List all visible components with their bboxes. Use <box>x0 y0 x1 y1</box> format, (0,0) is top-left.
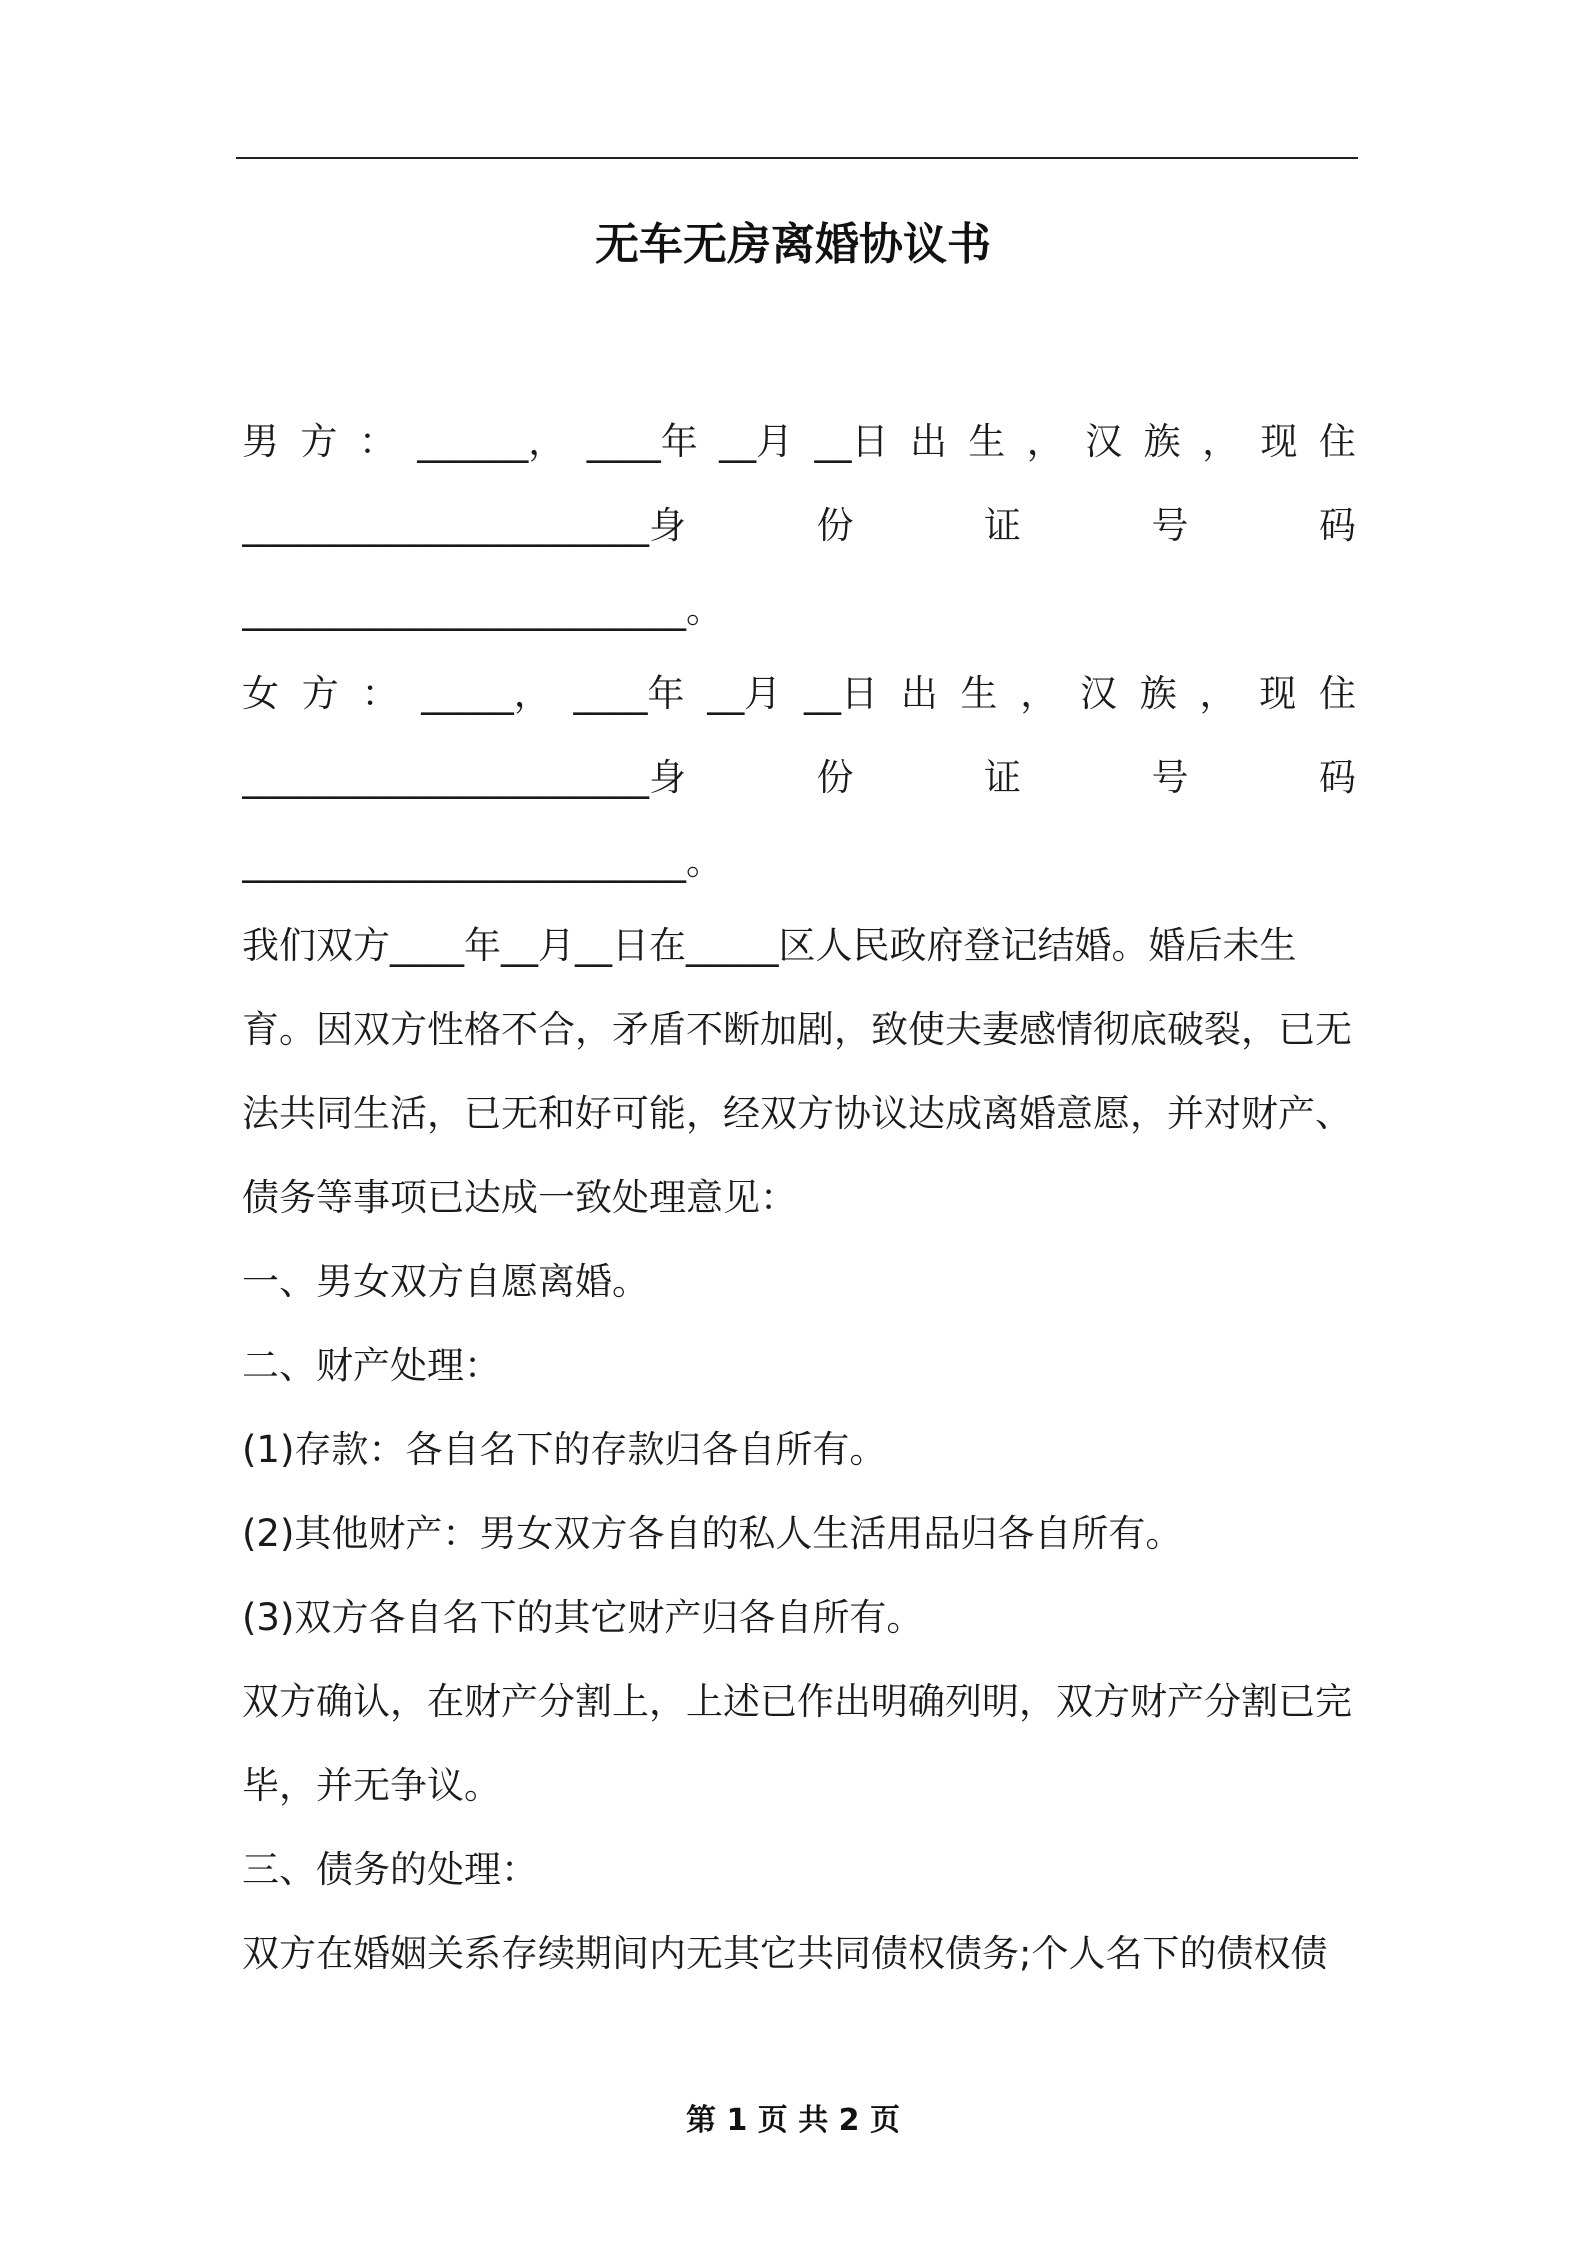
clause-2-item: (3)双方各自名下的其它财产归各自所有。 <box>242 1596 924 1639</box>
husband-line-3: ________________________。 <box>242 588 723 631</box>
paragraph-line: 我们双方____年__月__日在_____区人民政府登记结婚。婚后未生 <box>242 924 1297 967</box>
clause-3-heading: 三、债务的处理： <box>242 1848 538 1891</box>
wife-line-3: ________________________。 <box>242 840 723 883</box>
husband-line-2: ______________________身 份 证 号 码 <box>242 504 1356 547</box>
paragraph-line: 育。因双方性格不合，矛盾不断加剧，致使夫妻感情彻底破裂，已无 <box>242 1008 1352 1051</box>
page-number: 第 1 页 共 2 页 <box>686 2103 900 2138</box>
document-title: 无车无房离婚协议书 <box>595 219 991 270</box>
wife-line-1: 女 方 ： _____， ____年 __月 __日 出 生 ， 汉 族 ， 现 住 <box>242 672 1356 715</box>
document-body <box>242 400 1356 1996</box>
paragraph-line: 法共同生活，已无和好可能，经双方协议达成离婚意愿，并对财产、 <box>242 1092 1352 1135</box>
clause-2-item: (1)存款：各自名下的存款归各自所有。 <box>242 1428 887 1471</box>
wife-line-2: ______________________身 份 证 号 码 <box>242 756 1356 799</box>
clause-2-item: (2)其他财产：男女双方各自的私人生活用品归各自所有。 <box>242 1512 1183 1555</box>
clause-3-line: 双方在婚姻关系存续期间内无其它共同债权债务;个人名下的债权债 <box>242 1932 1328 1975</box>
clause-2-heading: 二、财产处理： <box>242 1344 501 1387</box>
confirm-line: 毕，并无争议。 <box>242 1764 501 1807</box>
husband-line-1: 男 方 ： ______， ____年 __月 __日 出 生 ， 汉 族 ， 现 住 <box>242 420 1356 463</box>
confirm-line: 双方确认，在财产分割上，上述已作出明确列明，双方财产分割已完 <box>242 1680 1352 1723</box>
header-rule <box>236 157 1358 159</box>
paragraph-line: 债务等事项已达成一致处理意见： <box>242 1176 797 1219</box>
clause-1: 一、男女双方自愿离婚。 <box>242 1260 649 1303</box>
